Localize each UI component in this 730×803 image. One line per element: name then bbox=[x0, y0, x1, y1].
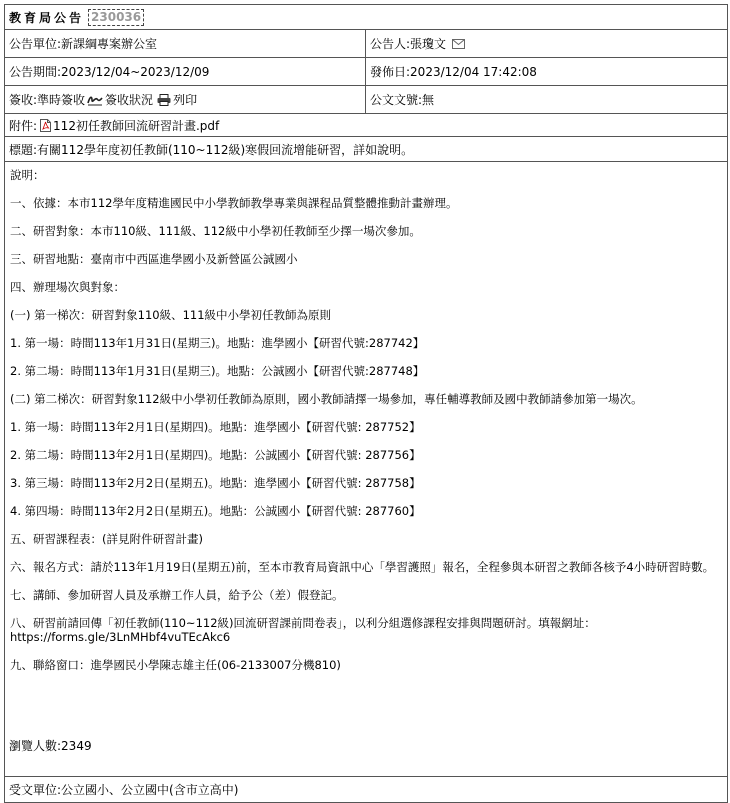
attachment-file-link[interactable]: 112初任教師回流研習計畫.pdf bbox=[53, 118, 220, 133]
unit-row bbox=[5, 30, 727, 58]
body-paragraph: 五、研習課程表：(詳見附件研習計畫) bbox=[10, 532, 203, 546]
sign-cell bbox=[5, 86, 366, 113]
subject-cell: 標題:有關112學年度初任教師(110~112級)寒假回流增能研習，詳如說明。 bbox=[9, 142, 414, 157]
page-title: 教育局公告 bbox=[9, 10, 85, 25]
period-row bbox=[5, 58, 727, 86]
printer-icon[interactable] bbox=[157, 94, 171, 106]
attachment-label: 附件: bbox=[9, 118, 38, 133]
body-paragraph: 六、報名方式：請於113年1月19日(星期五)前，至本市教育局資訊中心「學習護照」報名，全程參與本研習之教師各核予4小時研習時數。 bbox=[10, 560, 715, 574]
body-paragraph: (二) 第二梯次：研習對象112級中小學初任教師為原則，國小教師請擇一場參加，專任輔導教師及國中教師請參加第一場次。 bbox=[10, 392, 643, 406]
pdf-file-icon[interactable] bbox=[40, 119, 51, 132]
publisher-cell bbox=[366, 30, 727, 57]
body-paragraph: 說明： bbox=[10, 168, 45, 182]
envelope-icon[interactable] bbox=[452, 39, 465, 49]
body-cell bbox=[5, 162, 727, 776]
announcement-code: 230036 bbox=[88, 9, 144, 26]
recipients-row bbox=[5, 777, 727, 802]
body-text bbox=[10, 168, 722, 672]
view-count: 瀏覽人數:2349 bbox=[9, 739, 92, 753]
body-paragraph: 一、依據：本市112學年度精進國民中小學教師教學專業與課程品質整體推動計畫辦理。 bbox=[10, 196, 458, 210]
body-paragraph: 3. 第三場：時間113年2月2日(星期五)。地點：進學國小【研習代號: 287758】 bbox=[10, 476, 421, 490]
body-paragraph: 2. 第二場：時間113年1月31日(星期三)。地點：公誠國小【研習代號:287748】 bbox=[10, 364, 425, 378]
body-paragraph: 三、研習地點：臺南市中西區進學國小及新營區公誠國小 bbox=[10, 252, 298, 266]
attachment-cell bbox=[5, 114, 727, 136]
body-paragraph: 九、聯絡窗口：進學國民小學陳志雄主任(06-2133007分機810) bbox=[10, 658, 341, 672]
doc-no-cell: 公文文號:無 bbox=[370, 93, 435, 107]
publisher-text: 公告人:張瓊文 bbox=[370, 37, 447, 51]
body-paragraph: 1. 第一場：時間113年1月31日(星期三)。地點：進學國小【研習代號:287742】 bbox=[10, 336, 425, 350]
sign-label: 簽收:準時簽收 bbox=[9, 93, 86, 107]
signature-icon[interactable] bbox=[87, 94, 103, 106]
sign-status-link[interactable]: 簽收狀況 bbox=[105, 93, 154, 107]
body-paragraph: 四、辦理場次與對象： bbox=[10, 280, 125, 294]
subject-row bbox=[5, 137, 727, 162]
body-row bbox=[5, 162, 727, 777]
print-link[interactable]: 列印 bbox=[173, 93, 198, 107]
body-paragraph: 八、研習前請回傳「初任教師(110~112級)回流研習課前問卷表」，以利分組選修課程安排與問題研討。填報網址：https://forms.gle/3LnMHbf4vuTEcAkc6 bbox=[10, 616, 596, 644]
sign-row bbox=[5, 86, 727, 114]
unit-cell: 公告單位:新課綱專案辦公室 bbox=[5, 30, 366, 57]
body-paragraph: (一) 第一梯次：研習對象110級、111級中小學初任教師為原則 bbox=[10, 308, 332, 322]
title-row bbox=[5, 5, 727, 30]
announcement-table bbox=[4, 4, 728, 803]
attachment-row bbox=[5, 114, 727, 137]
title-cell bbox=[5, 5, 727, 29]
period-cell: 公告期間:2023/12/04~2023/12/09 bbox=[5, 58, 366, 85]
body-paragraph: 4. 第四場：時間113年2月2日(星期五)。地點：公誠國小【研習代號: 287760】 bbox=[10, 504, 421, 518]
body-paragraph: 二、研習對象：本市110級、111級、112級中小學初任教師至少擇一場次參加。 bbox=[10, 224, 421, 238]
body-paragraph: 2. 第二場：時間113年2月1日(星期四)。地點：公誠國小【研習代號: 287756】 bbox=[10, 448, 421, 462]
publish-date-cell: 發佈日:2023/12/04 17:42:08 bbox=[370, 65, 537, 79]
recipients-cell: 受文單位:公立國小、公立國中(含市立高中) bbox=[9, 783, 239, 797]
body-paragraph: 七、講師、參加研習人員及承辦工作人員，給予公（差）假登記。 bbox=[10, 588, 344, 602]
body-paragraph: 1. 第一場：時間113年2月1日(星期四)。地點：進學國小【研習代號: 287752】 bbox=[10, 420, 421, 434]
